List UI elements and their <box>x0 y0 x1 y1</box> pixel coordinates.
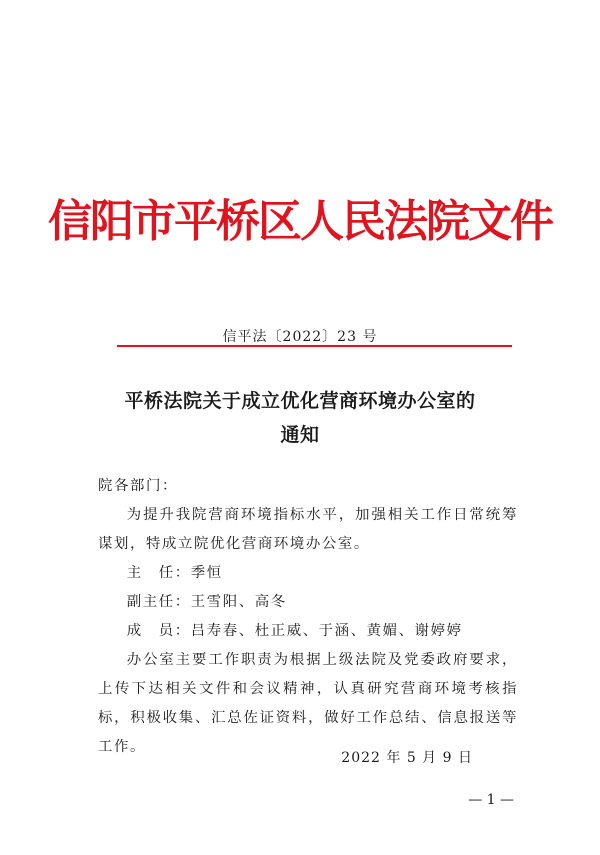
document-number: 信平法〔2022〕23 号 <box>222 329 378 345</box>
deputy-director-line: 副主任：王雪阳、高冬 <box>126 594 287 610</box>
notice-title-line-1: 平桥法院关于成立优化营商环境办公室的 <box>124 390 476 412</box>
notice-title-line-2: 通知 <box>280 424 320 446</box>
salutation: 院各部门： <box>98 478 178 494</box>
issuer-header-title: 信阳市平桥区人民法院文件 <box>48 196 552 247</box>
intro-paragraph: 为提升我院营商环境指标水平，加强相关工作日常统筹谋划，特成立院优化营商环境办公室。 <box>98 507 518 552</box>
page-number: — 1 — <box>468 792 514 808</box>
members-line: 成 员：吕寿春、杜正威、于涵、黄媚、谢婷婷 <box>126 623 463 639</box>
issue-date: 2022 年 5 月 9 日 <box>341 750 473 766</box>
duties-paragraph: 办公室主要工作职责为根据上级法院及党委政府要求，上传下达相关文件和会议精神，认真研究营商环境考核指标，积极收集、汇总佐证资料，做好工作总结、信息报送等工作。 <box>98 652 518 755</box>
notice-title <box>90 384 510 452</box>
director-line: 主 任：季恒 <box>126 565 223 581</box>
notice-body <box>98 472 518 762</box>
red-divider-line <box>117 345 512 347</box>
